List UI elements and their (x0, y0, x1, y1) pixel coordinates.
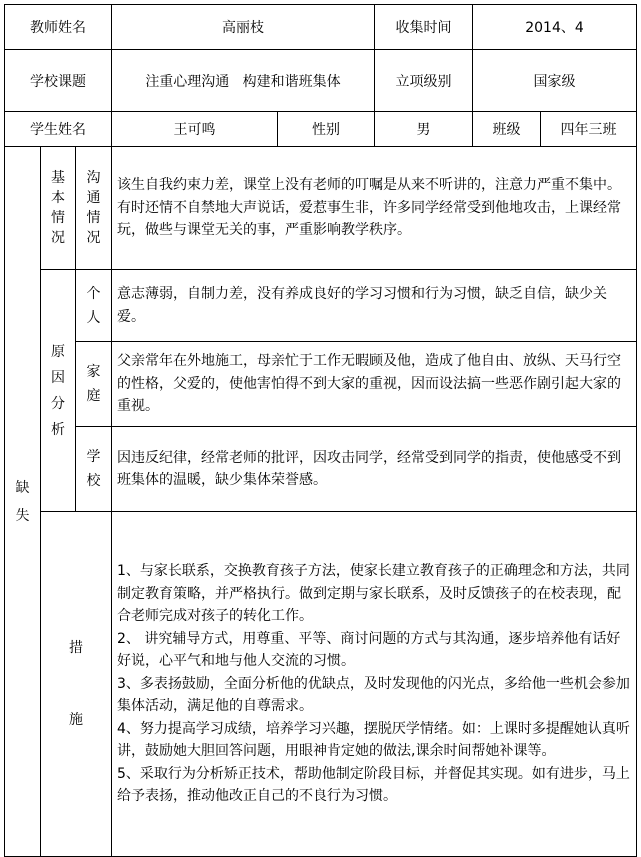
cause-school-label (76, 427, 112, 512)
family-label-char: 家 (86, 364, 101, 380)
class-value: 四年三班 (541, 112, 637, 147)
communication-label (76, 147, 112, 270)
basic-label-char: 本 (51, 190, 65, 206)
measure-paragraph: 3、多表扬鼓励，全面分析他的优缺点，及时发现他的闪光点，多给他一些机会参加集体活动，满足他的自尊需求。 (117, 675, 630, 715)
communication-label-char: 情 (86, 210, 101, 226)
measure-paragraph: 5、采取行为分析矫正技术，帮助他制定阶段目标，并督促其实现。如有进步，马上给予表扬，推动他改正自己的不良行为习惯。 (117, 765, 630, 805)
deficit-label-char: 缺 (15, 479, 30, 496)
cause-analysis-label (41, 270, 76, 512)
collect-time-value: 2014、4 (473, 5, 637, 50)
student-name-value: 王可鸣 (112, 112, 278, 147)
teacher-name-label: 教师姓名 (5, 5, 112, 50)
header-row-2 (5, 50, 637, 112)
basic-label-char: 基 (51, 170, 65, 186)
basic-situation-text: 该生自我约束力差，课堂上没有老师的叮嘱是从来不听讲的，注意力严重不集中。有时还情不自禁地大声说话，爱惹事生非，许多同学经常受到他地攻击，上课经常玩，做些与课堂无关的事，严重影响教学秩序。 (112, 147, 637, 270)
measures-text (112, 512, 637, 857)
measures-label-char: 施 (69, 712, 83, 728)
gender-value: 男 (375, 112, 473, 147)
measures-row (5, 512, 637, 857)
measure-paragraph: 4、努力提高学习成绩，培养学习兴趣，摆脱厌学情绪。如：上课时多提醒她认真听讲，鼓励她大胆回答问题，用眼神肯定她的做法,课余时间帮她补课等。 (117, 720, 630, 760)
cause-family-row (5, 342, 637, 427)
basic-label-char: 况 (51, 230, 65, 246)
school-topic-value: 注重心理沟通 构建和谐班集体 (112, 50, 375, 112)
project-level-label: 立项级别 (375, 50, 473, 112)
school-label-char: 学 (86, 449, 101, 465)
gender-label: 性别 (278, 112, 375, 147)
cause-family-label (76, 342, 112, 427)
cause-label-char: 原 (51, 343, 65, 360)
personal-label-char: 个 (86, 285, 101, 302)
school-topic-label: 学校课题 (5, 50, 112, 112)
measures-label-char: 措 (69, 640, 83, 656)
family-label-char: 庭 (86, 388, 101, 404)
measure-paragraph: 2、 讲究辅导方式，用尊重、平等、商讨问题的方式与其沟通，逐步培养他有话好好说，心平气和地与他人交流的习惯。 (117, 630, 621, 670)
cause-label-char: 分 (51, 395, 65, 412)
cause-personal-label (76, 270, 112, 342)
school-label-char: 校 (86, 473, 101, 489)
communication-label-char: 通 (86, 190, 101, 206)
basic-situation-row (5, 147, 637, 270)
header-row-3 (5, 112, 637, 147)
communication-label-char: 沟 (86, 170, 101, 186)
collect-time-label: 收集时间 (375, 5, 473, 50)
cause-family-text: 父亲常年在外地施工，母亲忙于工作无暇顾及他，造成了他自由、放纵、天马行空的性格，父爱的，使他害怕得不到大家的重视，因而设法搞一些恶作剧引起大家的重视。 (112, 342, 637, 427)
communication-label-char: 况 (86, 230, 101, 246)
measures-label (41, 512, 112, 857)
measure-paragraph: 1、与家长联系，交换教育孩子方法，使家长建立教育孩子的正确理念和方法，共同制定教育策略，并严格执行。做到定期与家长联系，及时反馈孩子的在校表现，配合老师完成对孩子的转化工作。 (117, 563, 630, 625)
basic-situation-label (41, 147, 76, 270)
teacher-name-value: 高丽枝 (112, 5, 375, 50)
class-label: 班级 (473, 112, 541, 147)
header-row-1 (5, 5, 637, 50)
deficit-label-char: 失 (15, 507, 30, 524)
cause-school-row (5, 427, 637, 512)
cause-label-char: 析 (51, 421, 65, 438)
student-record-form (4, 4, 637, 857)
cause-personal-text: 意志薄弱，自制力差，没有养成良好的学习习惯和行为习惯，缺乏自信，缺少关爱。 (112, 270, 637, 342)
cause-school-text: 因违反纪律，经常老师的批评，因攻击同学，经常受到同学的指责，使他感受不到班集体的温暖，缺少集体荣誉感。 (112, 427, 637, 512)
deficit-label (5, 147, 41, 857)
project-level-value: 国家级 (473, 50, 637, 112)
student-name-label: 学生姓名 (5, 112, 112, 147)
cause-personal-row (5, 270, 637, 342)
personal-label-char: 人 (86, 309, 101, 326)
basic-label-char: 情 (51, 210, 65, 226)
cause-label-char: 因 (51, 369, 65, 386)
